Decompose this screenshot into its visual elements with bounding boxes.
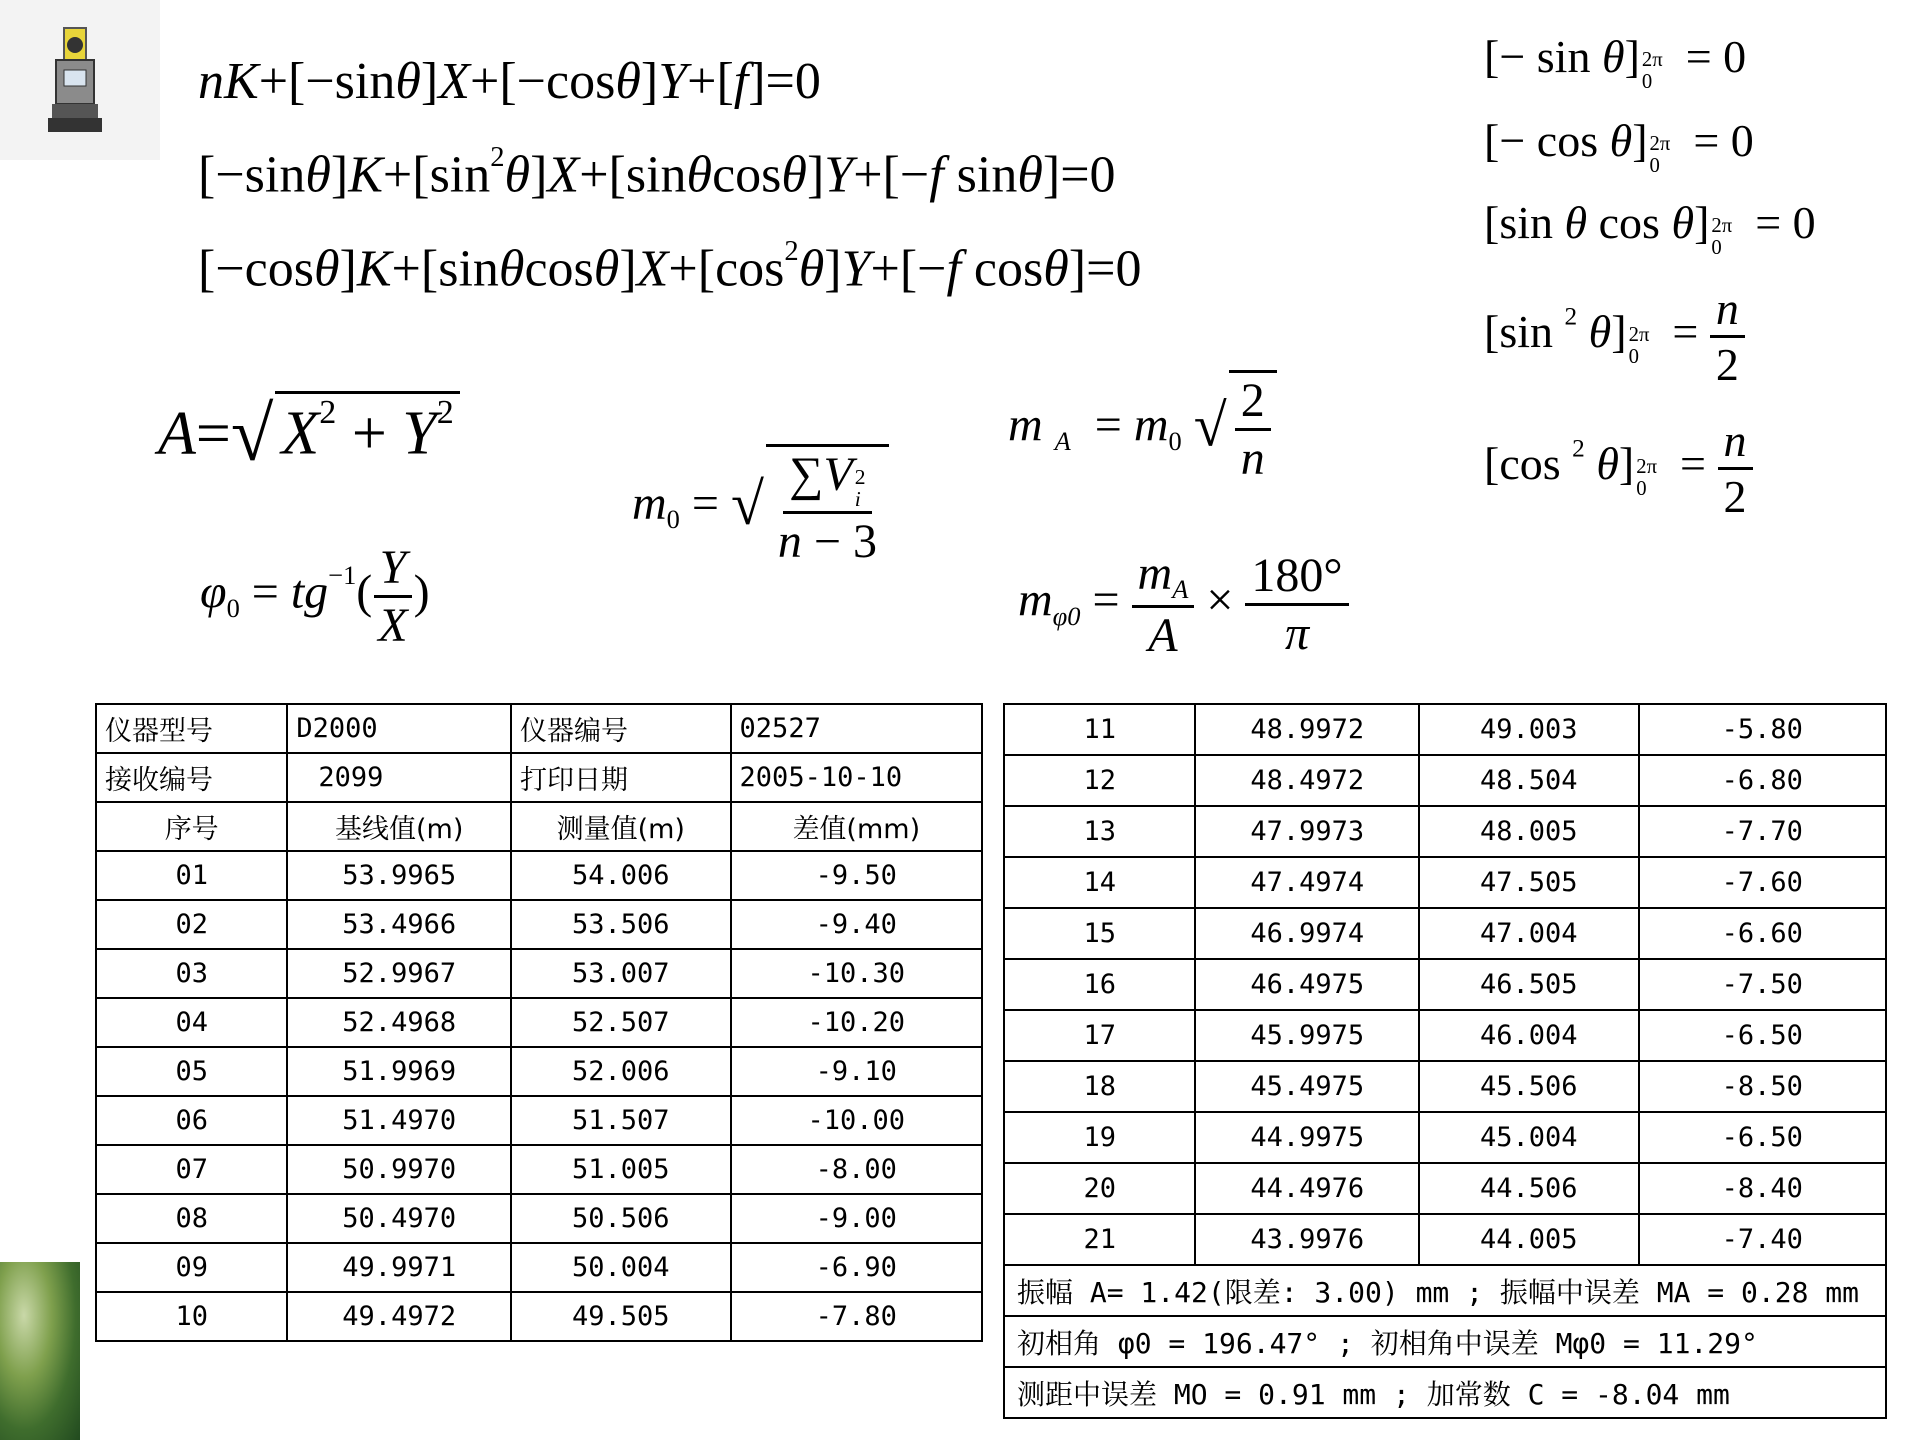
table-body [1004,704,1886,1265]
table-cell: 51.4970 [287,1096,511,1145]
identity-cos-integral: [− cos θ] 2π 0 = 0 [1484,115,1754,177]
table-cell: 45.506 [1419,1061,1639,1112]
table-cell: 44.4976 [1195,1163,1419,1214]
table-cell: 44.005 [1419,1214,1639,1265]
table-cell: -6.60 [1639,908,1886,959]
table-cell: 51.9969 [287,1047,511,1096]
table-cell: -6.50 [1639,1010,1886,1061]
table-cell: 06 [96,1096,287,1145]
m0-formula: $m_0$ = √ ∑V 2 i n − 3 [632,444,889,569]
decorative-leaf-image [0,1262,80,1440]
table-cell: 11 [1004,704,1195,755]
phase-formula: $\varphi_0 = tg^{-1}$( $\frac{Y}{X}$ ) [200,541,430,652]
table-cell: -5.80 [1639,704,1886,755]
table-row [96,704,982,753]
table-cell: 49.9971 [287,1243,511,1292]
table-cell: 18 [1004,1061,1195,1112]
table-cell: 02 [96,900,287,949]
instrument-image [0,0,160,160]
table-cell: 44.506 [1419,1163,1639,1214]
table-cell: 08 [96,1194,287,1243]
table-cell: 52.4968 [287,998,511,1047]
table-cell: 45.004 [1419,1112,1639,1163]
table-cell: 20 [1004,1163,1195,1214]
table-cell: 53.4966 [287,900,511,949]
table-cell: 44.9975 [1195,1112,1419,1163]
table-cell: 50.4970 [287,1194,511,1243]
table-cell: 52.507 [511,998,731,1047]
table-cell: -9.40 [731,900,982,949]
column-header: 差值(mm) [731,802,982,851]
table-row [1004,959,1886,1010]
table-row [96,998,982,1047]
mphi0-formula: $m_{\varphi 0}$ = $\frac{m_A}{A}$ × $\frac{180^\circ}{\pi}$ [1018,546,1349,663]
table-header-row [96,802,982,851]
table-cell: -8.50 [1639,1061,1886,1112]
summary-row [1004,1265,1886,1316]
table-cell: -7.50 [1639,959,1886,1010]
summary-amplitude: 振幅 A= 1.42(限差: 3.00) mm ; 振幅中误差 MA = 0.28 mm [1004,1265,1886,1316]
table-cell: -7.80 [731,1292,982,1341]
model-label: 仪器型号 [96,704,287,753]
table-cell: 01 [96,851,287,900]
identity-cos2-integral: [cos $^2$ θ] 2π 0 = $\frac{n}{2}$ [1484,414,1753,523]
table-row [96,1047,982,1096]
table-cell: -6.50 [1639,1112,1886,1163]
table-cell: 09 [96,1243,287,1292]
table-cell: 43.9976 [1195,1214,1419,1265]
receiver-label: 接收编号 [96,753,287,802]
table-cell: 10 [96,1292,287,1341]
serial-label: 仪器编号 [511,704,731,753]
summary-row [1004,1367,1886,1418]
print-date-label: 打印日期 [511,753,731,802]
table-cell: -10.20 [731,998,982,1047]
identity-sin2-integral: [sin $^2$ θ] 2π 0 = $\frac{n}{2}$ [1484,282,1745,391]
table-cell: 48.9972 [1195,704,1419,755]
table-cell: 51.507 [511,1096,731,1145]
table-row [1004,806,1886,857]
table-cell: 47.4974 [1195,857,1419,908]
table-row [1004,857,1886,908]
table-cell: 17 [1004,1010,1195,1061]
normal-equation-1: nK+[−sinθ]X+[−cosθ]Y+[f]=0 [198,53,821,110]
calibration-table-right [1003,703,1887,1419]
table-cell: 48.005 [1419,806,1639,857]
table-cell: -9.00 [731,1194,982,1243]
table-row [96,851,982,900]
table-cell: -10.00 [731,1096,982,1145]
summary-phase: 初相角 φ0 = 196.47° ; 初相角中误差 Mφ0 = 11.29° [1004,1316,1886,1367]
table-cell: 13 [1004,806,1195,857]
table-cell: -8.00 [731,1145,982,1194]
normal-equation-2: $[-\sin\theta]K+[\sin^2\theta]X+[\sin\theta\cos\theta]Y+[-f$ sinθ]=0 [198,142,1116,204]
table-cell: 47.9973 [1195,806,1419,857]
table-cell: 48.504 [1419,755,1639,806]
identity-sincos-integral: [sin θ cos θ] 2π 0 = 0 [1484,197,1816,259]
table-row [1004,755,1886,806]
table-cell: 52.9967 [287,949,511,998]
table-row [96,753,982,802]
table-row [96,1292,982,1341]
table-row [1004,1214,1886,1265]
table-cell: 47.505 [1419,857,1639,908]
summary-ranging: 测距中误差 MO = 0.91 mm ; 加常数 C = -8.04 mm [1004,1367,1886,1418]
table-row [96,1243,982,1292]
table-cell: 16 [1004,959,1195,1010]
table-cell: 45.4975 [1195,1061,1419,1112]
table-cell: 07 [96,1145,287,1194]
table-cell: -10.30 [731,949,982,998]
summary-row [1004,1316,1886,1367]
table-cell: 12 [1004,755,1195,806]
column-header: 测量值(m) [511,802,731,851]
table-cell: 15 [1004,908,1195,959]
table-cell: -9.50 [731,851,982,900]
table-cell: -7.70 [1639,806,1886,857]
table-cell: 21 [1004,1214,1195,1265]
table-cell: 49.4972 [287,1292,511,1341]
table-cell: -9.10 [731,1047,982,1096]
table-cell: 14 [1004,857,1195,908]
table-row [1004,1061,1886,1112]
table-cell: 50.506 [511,1194,731,1243]
column-header: 基线值(m) [287,802,511,851]
table-cell: 47.004 [1419,908,1639,959]
print-date-value: 2005-10-10 [731,753,982,802]
table-row [1004,908,1886,959]
table-cell: 49.003 [1419,704,1639,755]
column-header: 序号 [96,802,287,851]
amplitude-formula: A=√ $X^2 + Y^2$ [158,390,460,479]
calibration-table-left [95,703,983,1342]
table-cell: -7.40 [1639,1214,1886,1265]
table-row [1004,1112,1886,1163]
table-row [96,900,982,949]
table-cell: 46.4975 [1195,959,1419,1010]
table-cell: -6.90 [731,1243,982,1292]
table-cell: 48.4972 [1195,755,1419,806]
model-value: D2000 [287,704,511,753]
table-cell: -7.60 [1639,857,1886,908]
table-cell: 50.9970 [287,1145,511,1194]
table-row [96,949,982,998]
table-row [1004,704,1886,755]
normal-equation-3: $[-\cos\theta]K+[\sin\theta\cos\theta]X+[\cos^2\theta]Y+[-f$ cosθ]=0 [198,236,1142,298]
table-cell: 53.9965 [287,851,511,900]
table-cell: -8.40 [1639,1163,1886,1214]
receiver-value: 2099 [287,753,511,802]
serial-value: 02527 [731,704,982,753]
table-cell: 50.004 [511,1243,731,1292]
table-cell: 52.006 [511,1047,731,1096]
table-row [96,1096,982,1145]
table-row [1004,1163,1886,1214]
table-row [1004,1010,1886,1061]
table-cell: 46.9974 [1195,908,1419,959]
table-cell: 46.505 [1419,959,1639,1010]
table-cell: 51.005 [511,1145,731,1194]
ma-formula: m $_A = m_0$ √ $\frac{2}{n}$ [1008,370,1277,486]
table-cell: 53.007 [511,949,731,998]
table-cell: 49.505 [511,1292,731,1341]
table-cell: 46.004 [1419,1010,1639,1061]
table-cell: 03 [96,949,287,998]
table-cell: 04 [96,998,287,1047]
table-cell: 19 [1004,1112,1195,1163]
table-body [96,851,982,1341]
identity-sin-integral: [− sin θ] 2π 0 = 0 [1484,31,1747,93]
table-row [96,1194,982,1243]
table-cell: 54.006 [511,851,731,900]
table-cell: 45.9975 [1195,1010,1419,1061]
table-row [96,1145,982,1194]
table-cell: -6.80 [1639,755,1886,806]
table-cell: 53.506 [511,900,731,949]
table-cell: 05 [96,1047,287,1096]
